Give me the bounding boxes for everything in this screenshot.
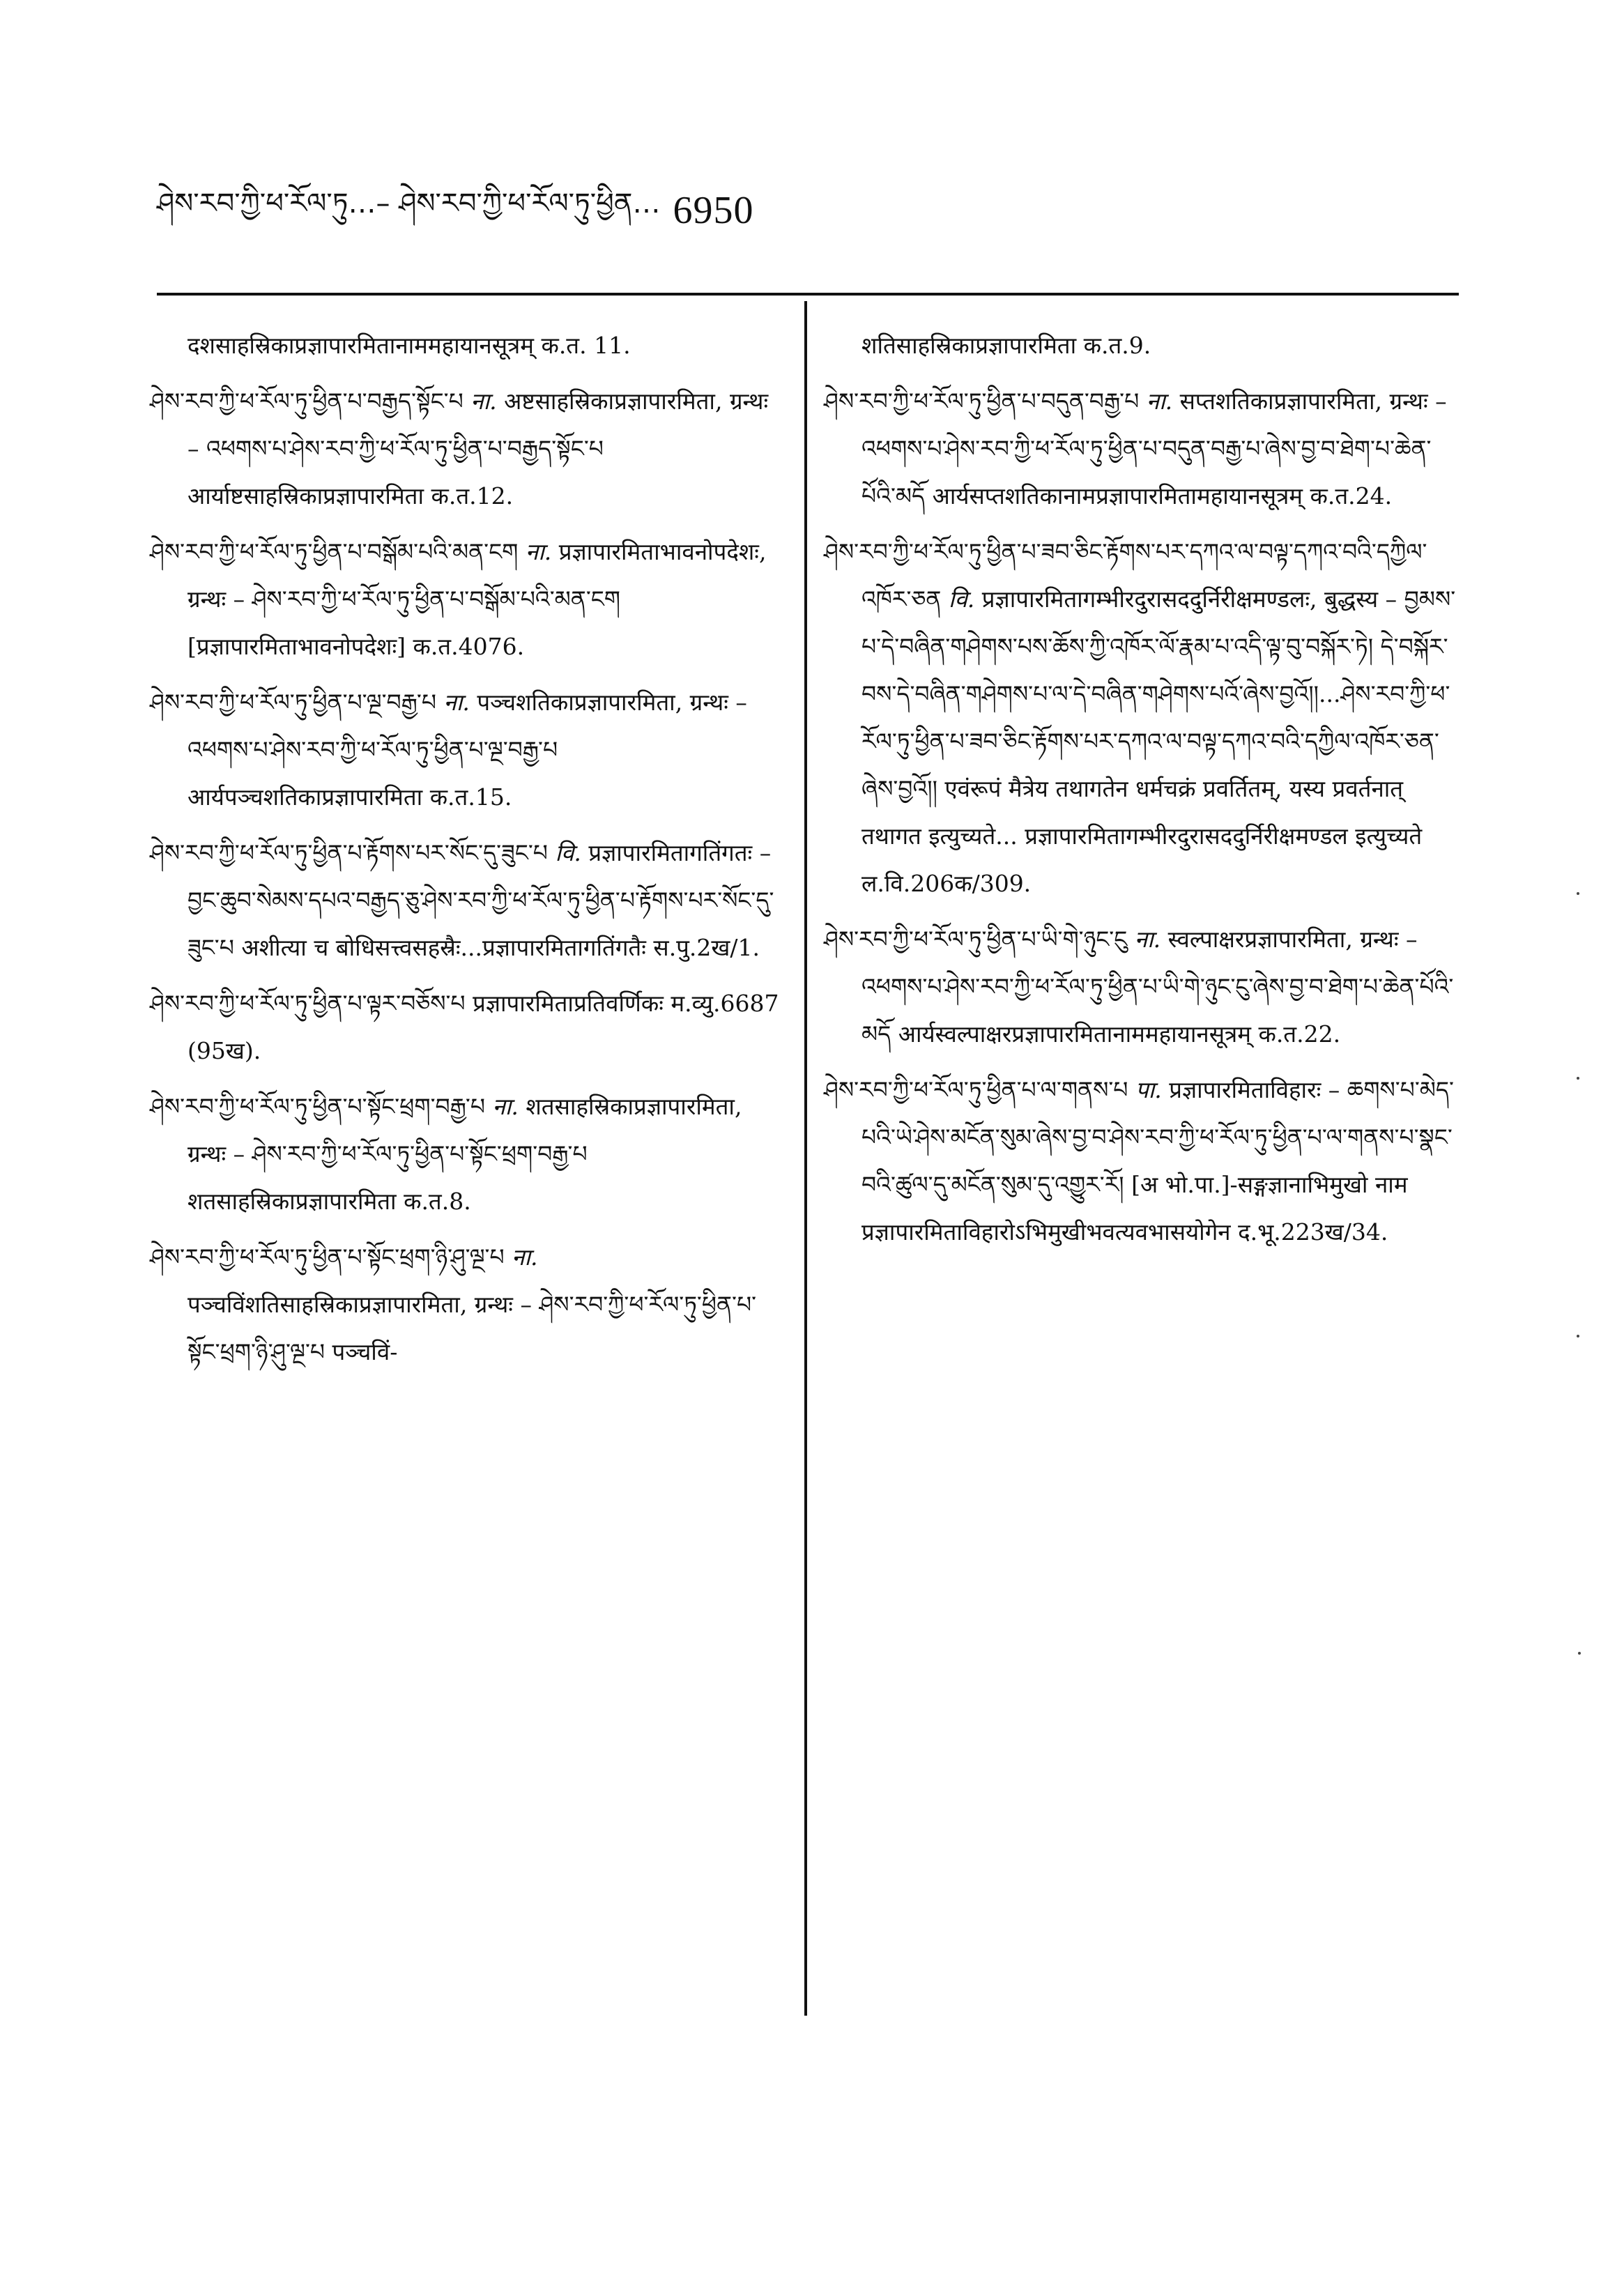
entry-tag: पा. [1135,1076,1162,1103]
entry-headword: ཤེས་རབ་ཀྱི་ཕ་རོལ་ཏུ་ཕྱིན་པ་བརྒྱད་སྟོང་པ [150,388,464,415]
entry-body: पञ्चविंशतिसाहस्रिकाप्रज्ञापारमिता, ग्रन्थः – ཤེས་རབ་ཀྱི་ཕ་རོལ་ཏུ་ཕྱིན་པ་སྟོང་ཕྲག་ཉི་ཤུ་ལྔ་པ पञ्चविं- [187,1291,757,1365]
entry-tag: ना. [1146,388,1173,415]
entry-body: अष्टसाहस्रिकाप्रज्ञापारमिता, ग्रन्थः – འཕགས་པ་ཤེས་རབ་ཀྱི་ཕ་རོལ་ཏུ་ཕྱིན་པ་བརྒྱད་སྟོང་པ आर्याष्टसाहस्रिकाप्रज्ञापारमिता क.त.12. [187,388,769,509]
entry-tag: वि. [948,585,975,613]
entry-headword: ཤེས་རབ་ཀྱི་ཕ་རོལ་ཏུ་ཕྱིན་པ་ཡི་གེ་ཉུང་ངུ [824,926,1128,953]
header-rule [157,293,1459,296]
running-head-tibetan: ཤེས་རབ་ཀྱི་ཕ་རོལ་ཏུ…– ཤེས་རབ་ཀྱི་ཕ་རོལ་ཏུ་ཕྱིན… [157,187,661,220]
entry-headword: ཤེས་རབ་ཀྱི་ཕ་རོལ་ཏུ་ཕྱིན་པ་རྟོགས་པར་སོང་དུ་ཟུང་པ [150,839,548,866]
dictionary-entry [824,916,1458,1058]
entry-continuation: शतिसाहस्रिकाप्रज्ञापारमिता क.त.9. [861,332,1151,359]
entry-body: पञ्चशतिकाप्रज्ञापारमिता, ग्रन्थः – འཕགས་པ་ཤེས་རབ་ཀྱི་ཕ་རོལ་ཏུ་ཕྱིན་པ་ལྔ་བརྒྱ་པ आर्यपञ्चशतिकाप्रज्ञापारमिता क.त.15. [187,689,747,811]
speck [1578,1652,1581,1655]
dictionary-entry [150,528,784,670]
right-column [824,322,1458,1264]
speck [1577,1335,1579,1338]
page-number: 6950 [673,189,754,232]
entry-body: स्वल्पाक्षरप्रज्ञापारमिता, ग्रन्थः – འཕགས་པ་ཤེས་རབ་ཀྱི་ཕ་རོལ་ཏུ་ཕྱིན་པ་ཡི་གེ་ཉུང་ངུ་ཞེས་བྱ་བ་ཐེག་པ་ཆེན་པོའི་མདོ आर्यस्वल्पाक्षरप्रज्ञापारमितानाममहायानसूत्रम् क.त.22. [861,926,1454,1048]
dictionary-entry [150,378,784,520]
entry-tag: ना. [512,1243,538,1271]
column-divider [804,301,807,2016]
entry-headword: ཤེས་རབ་ཀྱི་ཕ་རོལ་ཏུ་ཕྱིན་པ་ཟབ་ཅིང་རྟོགས་པར་དཀའ་ལ་བལྟ་དཀའ་བའི་དཀྱིལ་འཁོར་ཅན [824,538,1427,613]
running-head [157,183,753,238]
entry-headword: ཤེས་རབ་ཀྱི་ཕ་རོལ་ཏུ་ཕྱིན་པ་ལྟར་བཅོས་པ [150,990,466,1017]
entry-body: प्रज्ञापारमिताप्रतिवर्णिकः म.व्यु.6687 (95ख). [187,990,779,1064]
entry-tag: ना. [470,388,497,415]
entry-body: सप्तशतिकाप्रज्ञापारमिता, ग्रन्थः – འཕགས་པ་ཤེས་རབ་ཀྱི་ཕ་རོལ་ཏུ་ཕྱིན་པ་བདུན་བརྒྱ་པ་ཞེས་བྱ་བ་ཐེག་པ་ཆེན་པོའི་མདོ आर्यसप्तशतिकानामप्रज्ञापारमितामहायानसूत्रम् क.त.24. [861,388,1447,509]
entry-body: प्रज्ञापारमिताभावनोपदेशः, ग्रन्थः – ཤེས་རབ་ཀྱི་ཕ་རོལ་ཏུ་ཕྱིན་པ་བསྒོམ་པའི་མན་ངག [प्रज्ञापारमिताभावनोपदेशः] क.त.4076. [187,538,767,660]
entry-headword: ཤེས་རབ་ཀྱི་ཕ་རོལ་ཏུ་ཕྱིན་པ་ལ་གནས་པ [824,1076,1128,1103]
entry-tag: ना. [525,538,552,565]
dictionary-entry [150,1083,784,1225]
speck [1577,892,1579,895]
dictionary-entry [150,679,784,821]
entry-body: प्रज्ञापारमिताविहारः – ཆགས་པ་མེད་པའི་ཡེ་ཤེས་མངོན་སུམ་ཞེས་བྱ་བ་ཤེས་རབ་ཀྱི་ཕ་རོལ་ཏུ་ཕྱིན་པ་ལ་གནས་པ་སྣང་བའི་ཚུལ་དུ་མངོན་སུམ་དུ་འགྱུར་རོ། [अ भो.पा.]-सङ्गज्ञानाभिमुखो नाम प्रज्ञापारमिताविहारोऽभिमुखीभवत्यवभासयोगेन द.भू.223ख/34. [861,1076,1454,1246]
entry-tag: वि. [555,839,581,866]
entry-headword: ཤེས་རབ་ཀྱི་ཕ་རོལ་ཏུ་ཕྱིན་པ་བསྒོམ་པའི་མན་ངག [150,538,519,565]
entry-body: प्रज्ञापारमितागम्भीरदुरासददुर्निरीक्षमण्डलः, बुद्धस्य – བྱམས་པ་དེ་བཞིན་གཤེགས་པས་ཆོས་ཀྱི་འཁོར་ལོ་རྣམ་པ་འདི་ལྟ་བུ་བསྐོར་ཏེ། དེ་བསྐོར་བས་དེ་བཞིན་གཤེགས་པ་ལ་དེ་བཞིན་གཤེགས་པའོ་ཞེས་བྱའོ།།...ཤེས་རབ་ཀྱི་ཕ་རོལ་ཏུ་ཕྱིན་པ་ཟབ་ཅིང་རྟོགས་པར་དཀའ་ལ་བལྟ་དཀའ་བའི་དཀྱིལ་འཁོར་ཅན་ཞེས་བྱའོ།། एवंरूपं मैत्रेय तथागतेन धर्मचक्रं प्रवर्तितम्, यस्य प्रवर्तनात् तथागत इत्युच्यते... प्रज्ञापारमितागम्भीरदुरासददुर्निरीक्षमण्डल इत्युच्यते ल.वि.206क/309. [861,585,1456,897]
dictionary-entry [824,378,1458,520]
dictionary-entry [150,980,784,1075]
entry-headword: ཤེས་རབ་ཀྱི་ཕ་རོལ་ཏུ་ཕྱིན་པ་བདུན་བརྒྱ་པ [824,388,1140,415]
entry-headword: ཤེས་རབ་ཀྱི་ཕ་རོལ་ཏུ་ཕྱིན་པ་ལྔ་བརྒྱ་པ [150,689,436,716]
entry-tag: ना. [492,1093,519,1120]
entry-body: प्रज्ञापारमितागतिंगतः – བྱང་ཆུབ་སེམས་དཔའ་བརྒྱད་ཅུ་ཤེས་རབ་ཀྱི་ཕ་རོལ་ཏུ་ཕྱིན་པ་རྟོགས་པར་སོང་དུ་ཟུང་པ अशीत्या च बोधिसत्त्वसहस्रैः...प्रज्ञापारमितागतिंगतैः स.पु.2ख/1. [187,839,774,961]
dictionary-entry [150,1234,784,1376]
dictionary-entry [150,829,784,972]
entry-headword: ཤེས་རབ་ཀྱི་ཕ་རོལ་ཏུ་ཕྱིན་པ་སྟོང་ཕྲག་བརྒྱ་པ [150,1093,485,1120]
dictionary-entry [824,528,1458,907]
entry-headword: ཤེས་རབ་ཀྱི་ཕ་རོལ་ཏུ་ཕྱིན་པ་སྟོང་ཕྲག་ཉི་ཤུ་ལྔ་པ [150,1243,505,1271]
entry-tag: ना. [443,689,470,716]
entry-tag: ना. [1134,926,1161,953]
entry-body: शतसाहस्रिकाप्रज्ञापारमिता, ग्रन्थः – ཤེས་རབ་ཀྱི་ཕ་རོལ་ཏུ་ཕྱིན་པ་སྟོང་ཕྲག་བརྒྱ་པ शतसाहस्रिकाप्रज्ञापारमिता क.त.8. [187,1093,742,1215]
dictionary-entry [824,1066,1458,1256]
entry-continuation: दशसाहस्रिकाप्रज्ञापारमितानाममहायानसूत्रम् क.त. 11. [187,332,631,359]
left-column [150,322,784,1384]
speck [1577,1077,1579,1080]
